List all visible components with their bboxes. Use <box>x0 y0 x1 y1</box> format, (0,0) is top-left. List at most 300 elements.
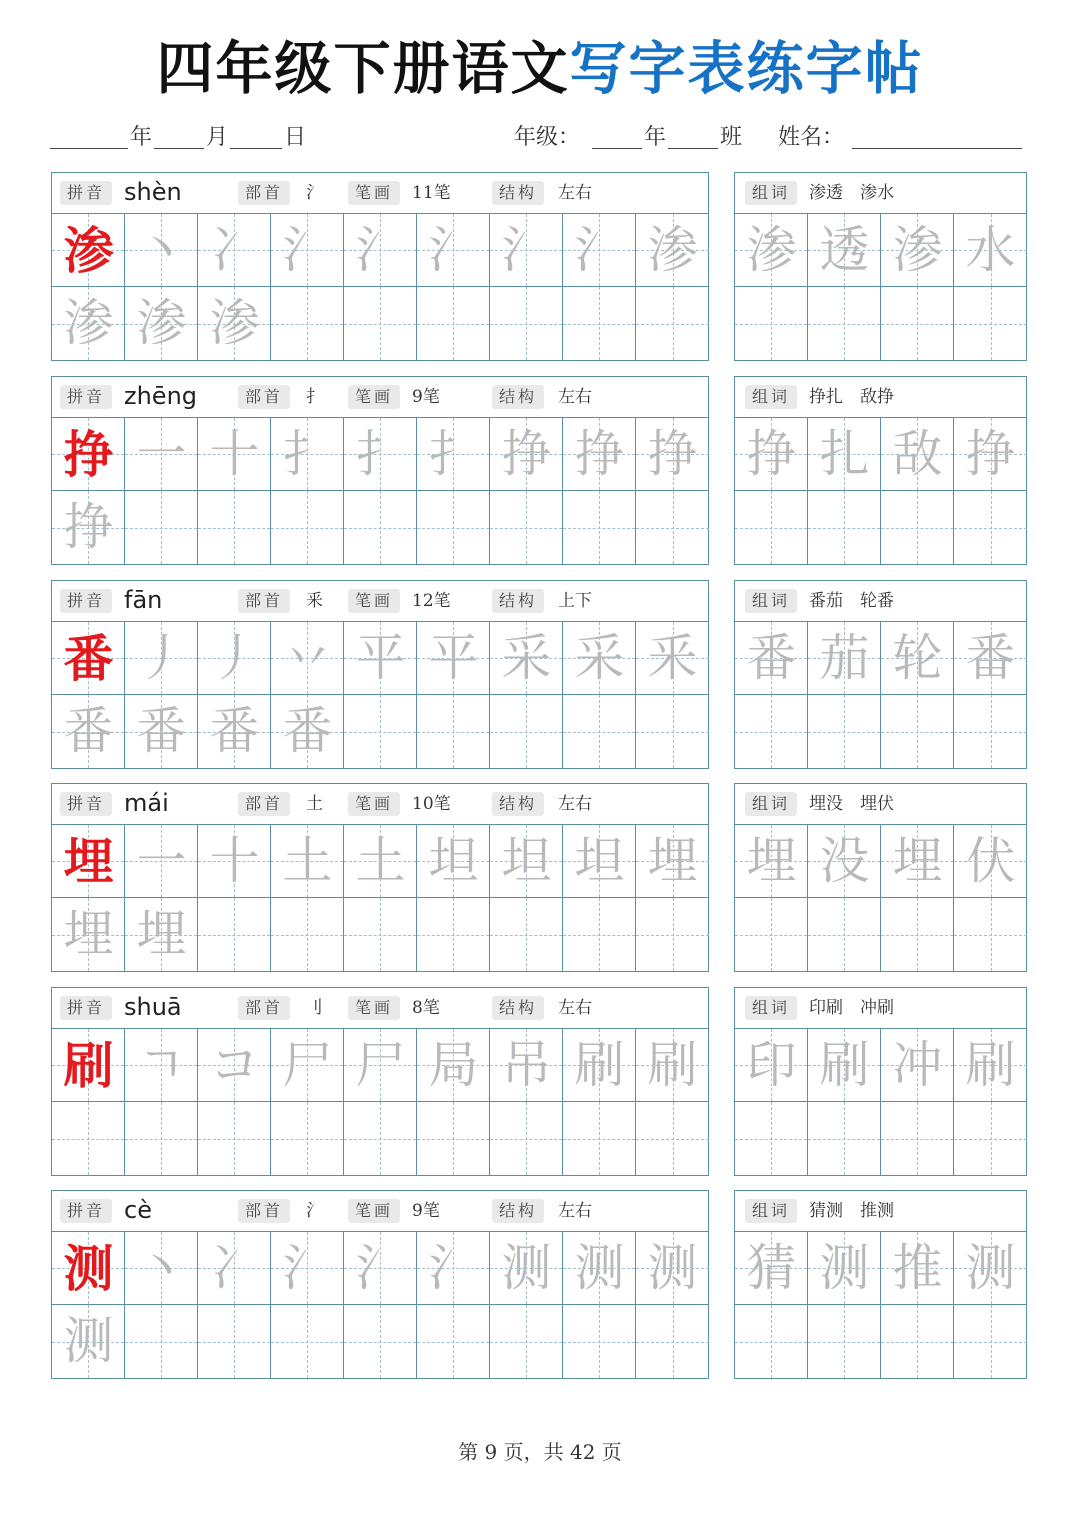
writing-cell[interactable] <box>490 695 563 768</box>
words-value: 挣扎 敌挣 <box>809 387 894 407</box>
writing-cell[interactable] <box>198 1029 271 1102</box>
writing-cell[interactable] <box>417 214 490 287</box>
stroke-order-char: 尸 <box>282 1036 333 1094</box>
year-blank[interactable] <box>50 148 128 149</box>
stroke-order-char: 冫 <box>209 221 260 279</box>
word-writing-cell[interactable] <box>808 1305 881 1378</box>
writing-cell[interactable] <box>125 622 198 695</box>
words-value: 印刷 冲刷 <box>809 998 894 1018</box>
strokes-value: 8笔 <box>412 998 440 1018</box>
word-writing-cell[interactable] <box>881 622 954 695</box>
writing-cell[interactable] <box>52 418 125 491</box>
writing-cell[interactable] <box>636 1029 709 1102</box>
writing-cell[interactable] <box>417 695 490 768</box>
stroke-order-char: 坦 <box>428 832 479 890</box>
target-character: 埋 <box>63 832 114 891</box>
writing-cell[interactable] <box>636 825 709 898</box>
structure-value: 上下 <box>558 591 592 611</box>
writing-cell[interactable] <box>271 898 344 971</box>
stroke-order-char: 渗 <box>63 294 114 352</box>
writing-cell[interactable] <box>125 1305 198 1378</box>
word-writing-cell[interactable] <box>808 1029 881 1102</box>
writing-cell[interactable] <box>52 825 125 898</box>
month-blank[interactable] <box>154 148 204 149</box>
structure-value: 左右 <box>558 794 592 814</box>
stroke-order-char: 冫 <box>209 1239 260 1297</box>
word-trace-char: 扎 <box>819 425 870 483</box>
word-writing-cell[interactable] <box>881 825 954 898</box>
target-character: 番 <box>63 629 114 688</box>
stroke-practice-panel <box>51 987 709 1176</box>
words-value: 猜测 推测 <box>809 1201 894 1221</box>
word-writing-cell[interactable] <box>881 1102 954 1175</box>
writing-cell[interactable] <box>52 1102 125 1175</box>
word-writing-cell[interactable] <box>954 214 1027 287</box>
word-writing-cell[interactable] <box>881 695 954 768</box>
pinyin-value: shèn <box>124 178 182 206</box>
writing-cell[interactable] <box>417 898 490 971</box>
writing-cell[interactable] <box>344 825 417 898</box>
character-block <box>51 1190 1027 1379</box>
word-practice-panel <box>734 1190 1027 1379</box>
writing-cell[interactable] <box>125 418 198 491</box>
writing-cell[interactable] <box>271 1102 344 1175</box>
writing-cell[interactable] <box>636 287 709 360</box>
word-writing-cell[interactable] <box>808 1232 881 1305</box>
word-practice-panel <box>734 987 1027 1176</box>
word-writing-cell[interactable] <box>881 898 954 971</box>
word-writing-cell[interactable] <box>954 622 1027 695</box>
pinyin-value: fān <box>124 586 163 614</box>
word-trace-char: 猜 <box>746 1239 797 1297</box>
writing-cell[interactable] <box>52 1305 125 1378</box>
radical-tag: 部首 <box>238 996 290 1020</box>
word-writing-cell[interactable] <box>881 1029 954 1102</box>
writing-cell[interactable] <box>490 622 563 695</box>
stroke-order-char: コ <box>209 1036 260 1094</box>
writing-cell[interactable] <box>563 1029 636 1102</box>
strokes-tag: 笔画 <box>348 589 400 613</box>
radical-value: 刂 <box>306 998 323 1018</box>
writing-cell[interactable] <box>490 491 563 564</box>
pinyin-tag: 拼音 <box>60 792 112 816</box>
writing-cell[interactable] <box>271 418 344 491</box>
word-trace-char: 番 <box>746 629 797 687</box>
target-character: 刷 <box>63 1036 114 1095</box>
word-trace-char: 没 <box>819 832 870 890</box>
writing-cell[interactable] <box>125 695 198 768</box>
writing-cell[interactable] <box>344 622 417 695</box>
writing-cell[interactable] <box>636 622 709 695</box>
word-writing-cell[interactable] <box>881 1305 954 1378</box>
word-writing-cell[interactable] <box>735 1102 808 1175</box>
word-writing-cell[interactable] <box>881 287 954 360</box>
stroke-order-char: 丿 <box>209 629 260 687</box>
writing-cell[interactable] <box>636 491 709 564</box>
words-tag: 组词 <box>745 181 797 205</box>
strokes-value: 9笔 <box>412 1201 440 1221</box>
info-header <box>52 784 708 825</box>
word-writing-cell[interactable] <box>954 825 1027 898</box>
writing-cell[interactable] <box>563 1232 636 1305</box>
pinyin-tag: 拼音 <box>60 589 112 613</box>
class-blank[interactable] <box>668 148 718 149</box>
word-trace-char: 渗 <box>746 221 797 279</box>
structure-tag: 结构 <box>492 385 544 409</box>
writing-cell[interactable] <box>636 214 709 287</box>
word-writing-cell[interactable] <box>735 1232 808 1305</box>
writing-cell[interactable] <box>198 1102 271 1175</box>
writing-cell[interactable] <box>490 287 563 360</box>
radical-tag: 部首 <box>238 792 290 816</box>
stroke-order-char: 渗 <box>136 294 187 352</box>
writing-cell[interactable] <box>417 1232 490 1305</box>
stroke-order-char: ㄱ <box>137 1036 186 1094</box>
stroke-order-char: 釆 <box>647 629 698 687</box>
writing-cell[interactable] <box>52 287 125 360</box>
grade-blank[interactable] <box>592 148 642 149</box>
writing-cell[interactable] <box>198 695 271 768</box>
character-block <box>51 172 1027 361</box>
writing-cell[interactable] <box>563 1305 636 1378</box>
word-writing-cell[interactable] <box>954 1232 1027 1305</box>
structure-tag: 结构 <box>492 589 544 613</box>
words-header <box>735 784 1026 825</box>
name-label: 姓名： <box>778 125 845 150</box>
writing-cell[interactable] <box>344 1305 417 1378</box>
word-writing-cell[interactable] <box>808 491 881 564</box>
writing-cell[interactable] <box>52 214 125 287</box>
word-trace-char: 刷 <box>965 1036 1016 1094</box>
target-character: 测 <box>63 1239 114 1298</box>
words-header <box>735 988 1026 1029</box>
info-header <box>52 988 708 1029</box>
writing-cell[interactable] <box>563 418 636 491</box>
writing-cell[interactable] <box>125 1102 198 1175</box>
radical-tag: 部首 <box>238 589 290 613</box>
writing-cell[interactable] <box>344 1102 417 1175</box>
word-writing-cell[interactable] <box>808 418 881 491</box>
writing-cell[interactable] <box>271 214 344 287</box>
writing-cell[interactable] <box>198 418 271 491</box>
writing-cell[interactable] <box>636 1102 709 1175</box>
strokes-tag: 笔画 <box>348 1199 400 1223</box>
writing-cell[interactable] <box>125 1232 198 1305</box>
writing-cell[interactable] <box>271 695 344 768</box>
word-writing-cell[interactable] <box>735 825 808 898</box>
writing-cell[interactable] <box>344 695 417 768</box>
stroke-order-char: 番 <box>209 702 260 760</box>
stroke-order-char: 测 <box>501 1239 552 1297</box>
strokes-tag: 笔画 <box>348 792 400 816</box>
writing-cell[interactable] <box>417 825 490 898</box>
word-writing-cell[interactable] <box>881 491 954 564</box>
word-writing-cell[interactable] <box>808 825 881 898</box>
stroke-order-char: 土 <box>355 832 406 890</box>
info-header <box>52 173 708 214</box>
word-practice-panel <box>734 172 1027 361</box>
stroke-order-char: 挣 <box>63 498 114 556</box>
stroke-order-char: 坦 <box>574 832 625 890</box>
word-writing-cell[interactable] <box>808 898 881 971</box>
word-writing-cell[interactable] <box>735 287 808 360</box>
writing-cell[interactable] <box>563 898 636 971</box>
writing-cell[interactable] <box>636 1232 709 1305</box>
writing-cell[interactable] <box>198 898 271 971</box>
structure-tag: 结构 <box>492 1199 544 1223</box>
writing-cell[interactable] <box>125 1029 198 1102</box>
words-header <box>735 173 1026 214</box>
word-trace-char: 水 <box>965 221 1016 279</box>
target-character: 渗 <box>63 221 114 280</box>
word-writing-cell[interactable] <box>808 287 881 360</box>
words-tag: 组词 <box>745 996 797 1020</box>
pinyin-value: mái <box>124 789 169 817</box>
word-writing-cell[interactable] <box>735 1305 808 1378</box>
stroke-order-char: 扌 <box>428 425 479 483</box>
strokes-tag: 笔画 <box>348 996 400 1020</box>
writing-cell[interactable] <box>490 1232 563 1305</box>
pinyin-value: shuā <box>124 993 182 1021</box>
title-main: 四年级下册语文 <box>156 36 570 102</box>
strokes-value: 9笔 <box>412 387 440 407</box>
word-writing-cell[interactable] <box>954 491 1027 564</box>
writing-cell[interactable] <box>490 1102 563 1175</box>
word-writing-cell[interactable] <box>735 695 808 768</box>
word-writing-cell[interactable] <box>954 695 1027 768</box>
character-block <box>51 376 1027 565</box>
stroke-practice-panel <box>51 783 709 972</box>
stroke-practice-panel <box>51 376 709 565</box>
stroke-order-char: 氵 <box>428 221 479 279</box>
writing-cell[interactable] <box>417 418 490 491</box>
writing-cell[interactable] <box>490 898 563 971</box>
writing-cell[interactable] <box>563 825 636 898</box>
writing-cell[interactable] <box>198 825 271 898</box>
strokes-value: 12笔 <box>412 591 451 611</box>
writing-cell[interactable] <box>344 418 417 491</box>
word-writing-cell[interactable] <box>808 695 881 768</box>
strokes-value: 11笔 <box>412 183 451 203</box>
writing-cell[interactable] <box>271 622 344 695</box>
writing-cell[interactable] <box>344 214 417 287</box>
stroke-order-char: 渗 <box>647 221 698 279</box>
writing-cell[interactable] <box>563 1102 636 1175</box>
writing-cell[interactable] <box>271 287 344 360</box>
stroke-order-char: 吊 <box>501 1036 552 1094</box>
word-trace-char: 茄 <box>819 629 870 687</box>
writing-cell[interactable] <box>344 1029 417 1102</box>
day-blank[interactable] <box>230 148 282 149</box>
writing-cell[interactable] <box>490 418 563 491</box>
character-block <box>51 580 1027 769</box>
stroke-order-char: 挣 <box>501 425 552 483</box>
word-trace-char: 渗 <box>892 221 943 279</box>
stroke-order-char: 丷 <box>282 629 333 687</box>
stroke-order-char: 氵 <box>355 1239 406 1297</box>
stroke-order-char: 扌 <box>282 425 333 483</box>
writing-cell[interactable] <box>563 622 636 695</box>
writing-cell[interactable] <box>271 825 344 898</box>
writing-cell[interactable] <box>125 898 198 971</box>
structure-tag: 结构 <box>492 181 544 205</box>
word-writing-cell[interactable] <box>808 214 881 287</box>
writing-cell[interactable] <box>490 1029 563 1102</box>
writing-cell[interactable] <box>636 1305 709 1378</box>
stroke-order-char: 挣 <box>574 425 625 483</box>
stroke-order-char: 刷 <box>574 1036 625 1094</box>
word-writing-cell[interactable] <box>954 898 1027 971</box>
writing-cell[interactable] <box>563 491 636 564</box>
words-header <box>735 377 1026 418</box>
writing-cell[interactable] <box>417 1102 490 1175</box>
word-practice-panel <box>734 580 1027 769</box>
stroke-order-char: 氵 <box>282 1239 333 1297</box>
character-block <box>51 783 1027 972</box>
writing-cell[interactable] <box>344 491 417 564</box>
word-writing-cell[interactable] <box>735 1029 808 1102</box>
writing-cell[interactable] <box>198 622 271 695</box>
writing-cell[interactable] <box>417 1305 490 1378</box>
writing-cell[interactable] <box>417 491 490 564</box>
writing-cell[interactable] <box>52 622 125 695</box>
stroke-order-char: 测 <box>574 1239 625 1297</box>
stroke-order-char: 一 <box>136 832 187 890</box>
word-trace-char: 敌 <box>892 425 943 483</box>
writing-cell[interactable] <box>344 287 417 360</box>
writing-cell[interactable] <box>344 898 417 971</box>
stroke-order-char: 测 <box>647 1239 698 1297</box>
writing-cell[interactable] <box>198 214 271 287</box>
writing-cell[interactable] <box>198 1305 271 1378</box>
word-writing-cell[interactable] <box>954 287 1027 360</box>
page-title <box>0 34 1080 104</box>
info-header <box>52 1191 708 1232</box>
writing-cell[interactable] <box>490 1305 563 1378</box>
writing-cell[interactable] <box>52 491 125 564</box>
word-writing-cell[interactable] <box>735 418 808 491</box>
radical-tag: 部首 <box>238 385 290 409</box>
structure-value: 左右 <box>558 1201 592 1221</box>
student-info-line <box>50 120 1030 154</box>
word-writing-cell[interactable] <box>881 418 954 491</box>
word-writing-cell[interactable] <box>735 898 808 971</box>
stroke-order-char: 埋 <box>647 832 698 890</box>
page-number: 第 9 页，共 42 页 <box>458 1440 622 1464</box>
word-writing-cell[interactable] <box>881 1232 954 1305</box>
word-practice-panel <box>734 376 1027 565</box>
stroke-order-char: 渗 <box>209 294 260 352</box>
word-writing-cell[interactable] <box>954 1029 1027 1102</box>
writing-cell[interactable] <box>417 1029 490 1102</box>
word-writing-cell[interactable] <box>881 214 954 287</box>
stroke-order-char: 扌 <box>355 425 406 483</box>
writing-cell[interactable] <box>125 491 198 564</box>
pinyin-tag: 拼音 <box>60 385 112 409</box>
word-writing-cell[interactable] <box>954 1305 1027 1378</box>
writing-cell[interactable] <box>636 418 709 491</box>
word-writing-cell[interactable] <box>954 1102 1027 1175</box>
stroke-order-char: 十 <box>209 832 260 890</box>
class-label: 班 <box>720 125 743 150</box>
word-trace-char: 轮 <box>892 629 943 687</box>
name-blank[interactable] <box>852 148 1022 149</box>
writing-cell[interactable] <box>125 214 198 287</box>
writing-cell[interactable] <box>125 287 198 360</box>
title-highlight: 写字表练字帖 <box>569 36 924 102</box>
day-label: 日 <box>284 125 307 150</box>
word-writing-cell[interactable] <box>735 214 808 287</box>
writing-cell[interactable] <box>271 491 344 564</box>
stroke-order-char: 十 <box>209 425 260 483</box>
word-trace-char: 挣 <box>746 425 797 483</box>
writing-cell[interactable] <box>271 1305 344 1378</box>
writing-cell[interactable] <box>52 1232 125 1305</box>
word-writing-cell[interactable] <box>808 1102 881 1175</box>
writing-cell[interactable] <box>198 491 271 564</box>
strokes-tag: 笔画 <box>348 385 400 409</box>
word-practice-panel <box>734 783 1027 972</box>
stroke-order-char: 平 <box>355 629 406 687</box>
grade-year-label: 年 <box>644 125 667 150</box>
writing-cell[interactable] <box>52 695 125 768</box>
stroke-order-char: 挣 <box>647 425 698 483</box>
writing-cell[interactable] <box>198 287 271 360</box>
writing-cell[interactable] <box>490 214 563 287</box>
stroke-order-char: 一 <box>136 425 187 483</box>
stroke-order-char: 丶 <box>136 1239 187 1297</box>
pinyin-tag: 拼音 <box>60 181 112 205</box>
writing-cell[interactable] <box>125 825 198 898</box>
writing-cell[interactable] <box>271 1232 344 1305</box>
writing-cell[interactable] <box>344 1232 417 1305</box>
writing-cell[interactable] <box>52 1029 125 1102</box>
stroke-order-char: 番 <box>63 702 114 760</box>
writing-cell[interactable] <box>198 1232 271 1305</box>
words-value: 埋没 埋伏 <box>809 794 894 814</box>
stroke-order-char: 氵 <box>282 221 333 279</box>
pinyin-tag: 拼音 <box>60 996 112 1020</box>
stroke-order-char: 采 <box>574 629 625 687</box>
writing-cell[interactable] <box>52 898 125 971</box>
writing-cell[interactable] <box>636 695 709 768</box>
words-value: 番茄 轮番 <box>809 591 894 611</box>
word-trace-char: 冲 <box>892 1036 943 1094</box>
stroke-order-char: 平 <box>428 629 479 687</box>
writing-cell[interactable] <box>563 695 636 768</box>
stroke-order-char: 尸 <box>355 1036 406 1094</box>
writing-cell[interactable] <box>636 898 709 971</box>
info-header <box>52 377 708 418</box>
word-trace-char: 测 <box>965 1239 1016 1297</box>
writing-cell[interactable] <box>417 622 490 695</box>
writing-cell[interactable] <box>417 287 490 360</box>
writing-cell[interactable] <box>271 1029 344 1102</box>
word-writing-cell[interactable] <box>954 418 1027 491</box>
radical-value: 氵 <box>306 1201 323 1221</box>
structure-value: 左右 <box>558 183 592 203</box>
writing-cell[interactable] <box>563 214 636 287</box>
writing-cell[interactable] <box>563 287 636 360</box>
pinyin-value: zhēng <box>124 382 198 410</box>
year-label: 年 <box>130 125 153 150</box>
stroke-order-char: 氵 <box>574 221 625 279</box>
structure-value: 左右 <box>558 998 592 1018</box>
writing-cell[interactable] <box>490 825 563 898</box>
word-writing-cell[interactable] <box>735 622 808 695</box>
word-writing-cell[interactable] <box>735 491 808 564</box>
word-writing-cell[interactable] <box>808 622 881 695</box>
